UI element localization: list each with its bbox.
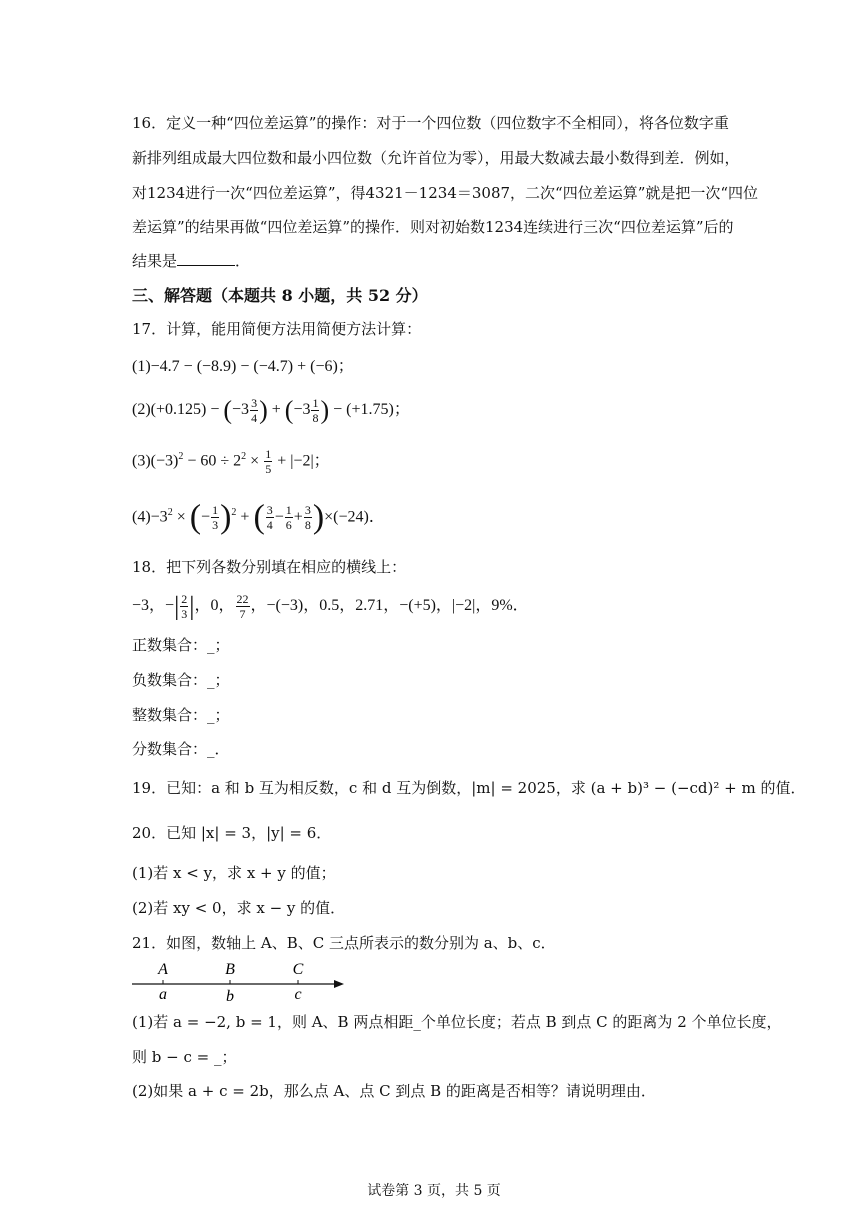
q18-nums-b: ，0， xyxy=(194,597,235,615)
arrow-head-icon xyxy=(334,980,344,988)
q18-set-positive: 正数集合：_； xyxy=(132,636,230,654)
q16-line5-text: 结果是 xyxy=(132,252,178,270)
q17-part2: (2)(+0.125) − (−3 $\frac{3}{4}$ ) + (−3 $\frac{1}{8}$ ) − (+1.75)； xyxy=(132,395,410,425)
fraction: $\frac{1}{8}$ xyxy=(312,396,319,425)
q18-numbers: −3，−| $\frac{2}{3}$ |，0， $\frac{22}{7}$ ，−(−3)，0.5，2.71，−(+5)，|−2|，9%． xyxy=(132,591,529,621)
value-label-c: c xyxy=(294,986,302,1003)
exponent: 2 xyxy=(241,451,247,462)
q21-part2: (2)如果 a + c = 2b，那么点 A、点 C 到点 B 的距离是否相等？请说明理由． xyxy=(132,1082,656,1100)
q18-set-integer: 整数集合：_； xyxy=(132,706,230,724)
q17-p4-d: ×(−24)． xyxy=(324,508,385,526)
exponent: 2 xyxy=(231,507,237,518)
q17-p2-e: − (+1.75)； xyxy=(333,401,410,419)
q17-p2-d: −3 xyxy=(293,401,311,419)
q17-p2-b: −3 xyxy=(232,401,250,419)
section-heading: 三、解答题（本题共 8 小题，共 52 分） xyxy=(132,286,428,305)
q17-p2-c: + xyxy=(271,401,281,419)
q19: 19．已知：a 和 b 互为相反数，c 和 d 互为倒数，|m| = 2025，求 (a + b)³ − (−cd)² + m 的值． xyxy=(132,779,806,797)
number-line-figure xyxy=(130,958,360,1006)
value-label-b: b xyxy=(226,988,234,1005)
answer-blank xyxy=(177,251,235,266)
fraction: $\frac{3}{4}$ xyxy=(266,503,273,533)
q17-p4-c: + xyxy=(240,508,250,526)
fraction: $\frac{1}{3}$ xyxy=(212,503,219,533)
q16-line2: 新排列组成最大四位数和最小四位数（允许首位为零），用最大数减去最小数得到差．例如， xyxy=(132,149,740,167)
q21-part1b: 则 b − c = _； xyxy=(132,1048,237,1066)
q18-nums-c: ，−(−3)，0.5，2.71，−(+5)，|−2|，9%． xyxy=(250,597,529,615)
q18-set-negative: 负数集合：_； xyxy=(132,671,230,689)
q16-line4: 差运算”的结果再做“四位差运算”的操作．则对初始数1234连续进行三次“四位差运算”后的 xyxy=(132,218,734,236)
q21-stem: 21．如图，数轴上 A、B、C 三点所表示的数分别为 a、b、c． xyxy=(132,934,556,952)
q18-stem: 18．把下列各数分别填在相应的横线上： xyxy=(132,558,407,576)
fraction: $\frac{3}{4}$ xyxy=(251,396,258,425)
q18-set-fraction: 分数集合：_． xyxy=(132,740,230,758)
q17-p3-b: − 60 ÷ 2 xyxy=(183,452,242,470)
point-label-b: B xyxy=(225,961,235,978)
q18-nums-a: −3，− xyxy=(132,597,175,615)
exponent: 2 xyxy=(178,451,184,462)
q16-line1: 16．定义一种“四位差运算”的操作：对于一个四位数（四位数字不全相同），将各位数字重 xyxy=(132,114,729,132)
q16-line5-end: ． xyxy=(235,252,251,270)
page-footer: 试卷第 3 页，共 5 页 xyxy=(367,1183,501,1199)
q17-part1: (1)−4.7 − (−8.9) − (−4.7) + (−6)； xyxy=(132,358,354,375)
q17-p3-a: (3)(−3) xyxy=(132,452,179,470)
fraction: $\frac{3}{8}$ xyxy=(304,503,311,533)
q20-part2: (2)若 xy < 0，求 x − y 的值． xyxy=(132,899,346,917)
point-label-c: C xyxy=(292,961,304,978)
q20-stem: 20．已知 |x| = 3，|y| = 6． xyxy=(132,824,332,842)
q16-line5 xyxy=(132,250,250,272)
fraction: $\frac{22}{7}$ xyxy=(236,592,249,621)
q17-part4: $(4)-3^2$ × (− $\frac{1}{3}$ )$^2$ + ( $\frac{3}{4}$ − $\frac{1}{6}$ + $\frac{3}{8}$ )×(−24)． xyxy=(132,498,385,536)
exponent: 2 xyxy=(167,507,173,518)
q21-part1a: (1)若 a = −2, b = 1，则 A、B 两点相距_个单位长度；若点 B 到点 C 的距离为 2 个单位长度， xyxy=(132,1013,782,1031)
q17-part3 xyxy=(132,446,330,476)
q17-stem: 17．计算，能用简便方法用简便方法计算： xyxy=(132,320,422,338)
fraction: $\frac{1}{6}$ xyxy=(285,503,292,533)
fraction: $\frac{2}{3}$ xyxy=(181,592,188,621)
q16-line3: 对1234进行一次“四位差运算”，得4321－1234＝3087，二次“四位差运算”就是把一次“四位 xyxy=(132,184,759,202)
q17-p4-a: (4)−3 xyxy=(132,508,168,526)
q17-p4-b: × xyxy=(172,508,186,526)
q17-p2-label: (2) xyxy=(132,401,151,419)
q20-part1: (1)若 x < y，求 x + y 的值； xyxy=(132,864,336,882)
point-label-a: A xyxy=(158,961,168,978)
q17-p2-a: (+0.125) − xyxy=(150,401,220,419)
q17-p3-c: × xyxy=(246,452,260,470)
q17-p3-d: + |−2|； xyxy=(277,452,330,470)
fraction: $\frac{1}{5}$ xyxy=(265,447,272,477)
value-label-a: a xyxy=(159,986,167,1003)
